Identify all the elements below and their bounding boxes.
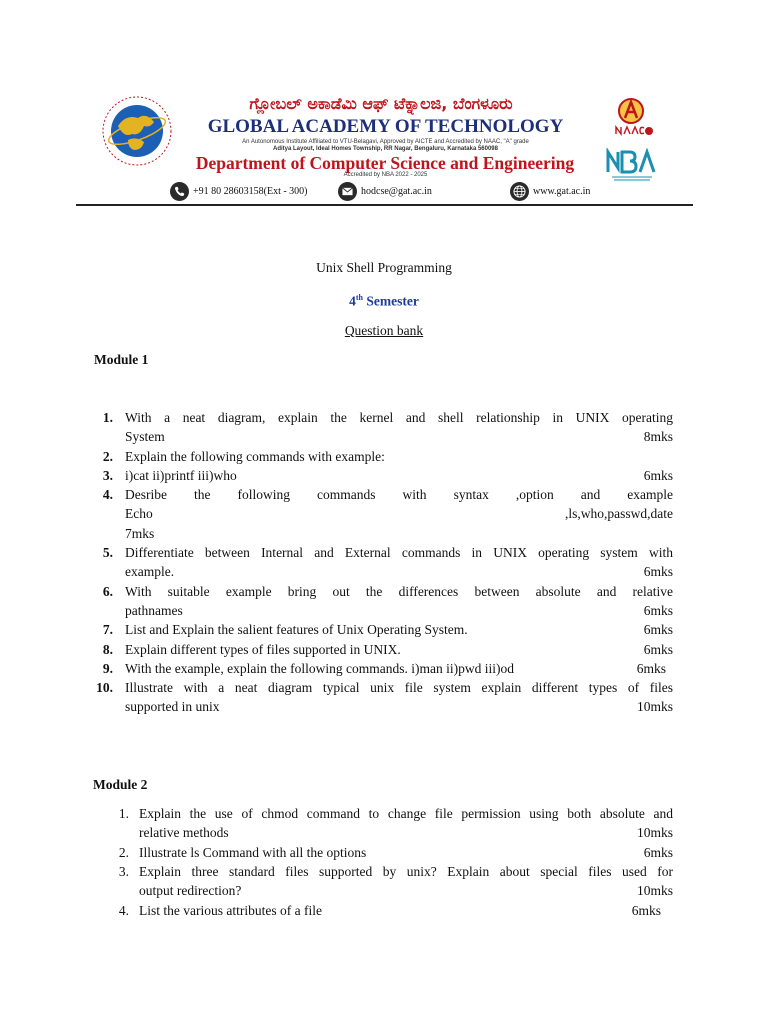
question-text-line: Differentiate between Internal and External commands in UNIX operating system with — [125, 545, 673, 561]
question-item — [94, 485, 673, 543]
module-1-heading: Module 1 — [94, 352, 149, 367]
question-item — [94, 466, 673, 485]
letterhead — [76, 86, 693, 208]
question-number: 8. — [102, 641, 113, 657]
question-item — [93, 901, 673, 920]
question-text-line: With suitable example bring out the differences between absolute and relative — [125, 583, 673, 599]
question-item — [94, 447, 673, 466]
question-item — [93, 843, 673, 862]
question-text-line: relative methods — [139, 825, 229, 841]
contact-phone — [170, 181, 308, 201]
question-number: 7. — [102, 622, 113, 638]
letterhead-divider — [76, 204, 693, 206]
question-text-line: supported in unix — [125, 699, 220, 715]
question-marks: 6mks — [643, 844, 673, 860]
course-title: Unix Shell Programming — [316, 260, 452, 275]
question-text-line: Explain the following commands with example: — [125, 448, 385, 464]
question-number: 4. — [118, 902, 129, 918]
question-text-line: System — [125, 429, 165, 445]
nba-logo — [604, 148, 660, 184]
semester-number: 4 — [349, 293, 356, 309]
address-line: Aditya Layout, Ideal Homes Township, RR Nagar, Bengaluru, Karnataka 560098 — [273, 146, 498, 152]
question-number: 5. — [102, 545, 113, 561]
question-number: 4. — [102, 487, 113, 503]
question-text-line: List and Explain the salient features of Unix Operating System. — [125, 622, 468, 638]
question-text-line: i)cat ii)printf iii)who — [125, 467, 237, 483]
question-number: 1. — [102, 410, 113, 425]
contact-website — [510, 181, 590, 201]
question-marks: 6mks — [631, 902, 661, 918]
module-2-heading: Module 2 — [93, 777, 148, 792]
question-number: 3. — [118, 863, 129, 879]
institution-logo — [98, 92, 176, 170]
question-item — [93, 862, 673, 901]
contact-email — [338, 181, 432, 201]
question-item — [94, 678, 673, 717]
question-number: 1. — [118, 806, 129, 821]
mail-icon — [338, 182, 357, 201]
question-text-line: With the example, explain the following commands. i)man ii)pwd iii)od — [125, 660, 514, 676]
question-bank-heading: Question bank — [344, 323, 424, 338]
question-text-line: output redirection? — [139, 883, 242, 899]
question-marks: 6mks — [643, 622, 673, 638]
website-url: www.gat.ac.in — [533, 185, 591, 197]
question-marks: 6mks — [643, 641, 673, 657]
question-marks: 6mks — [643, 467, 673, 483]
question-text-line: With a neat diagram, explain the kernel and shell relationship in UNIX operating — [125, 410, 673, 425]
globe-icon — [510, 182, 529, 201]
question-text-line: List the various attributes of a file — [139, 902, 322, 918]
question-marks: 10mks — [636, 825, 673, 841]
question-marks: 10mks — [636, 883, 673, 899]
question-text-line: 7mks — [125, 525, 155, 541]
question-item — [94, 659, 673, 678]
email-address: hodcse@gat.ac.in — [361, 185, 432, 197]
nba-accreditation-line: Accredited by NBA 2022 - 2025 — [343, 172, 428, 178]
question-number: 3. — [102, 467, 113, 483]
semester-heading — [0, 290, 768, 310]
question-item — [94, 408, 673, 447]
question-text-line: Explain the use of chmod command to change file permission using both absolute and — [139, 806, 673, 821]
question-marks: 10mks — [636, 699, 673, 715]
question-number: 10. — [96, 680, 113, 696]
question-text-line: example. — [125, 564, 175, 580]
question-item — [94, 640, 673, 659]
phone-icon — [170, 182, 189, 201]
phone-number: +91 80 28603158(Ext - 300) — [193, 185, 308, 197]
question-marks: 6mks — [636, 660, 666, 676]
question-text-line: pathnames — [125, 602, 183, 618]
semester-label: Semester — [363, 293, 419, 309]
question-item — [94, 620, 673, 639]
question-item — [93, 804, 673, 843]
affiliation-line: An Autonomous Institute Affiliated to VTU-Belagavi, Approved by AICTE and Accredited by NAAC, "A" grade — [242, 139, 529, 145]
question-item — [94, 582, 673, 621]
question-number: 6. — [102, 583, 113, 599]
semester-ordinal: th — [355, 293, 363, 302]
question-number: 9. — [102, 660, 113, 676]
institution-name-kannada: ಗ್ಲೋಬಲ್ ಅಕಾಡೆಮಿ ಆಫ್ ಟೆಕ್ನಾಲಜಿ, ಬೆಂಗಳೂರು — [249, 94, 513, 113]
question-number: 2. — [118, 844, 129, 860]
question-number: 2. — [102, 448, 113, 464]
question-text-line: Illustrate ls Command with all the options — [139, 844, 367, 860]
department-name: Department of Computer Science and Engineering — [195, 153, 575, 173]
question-text-line: Explain three standard files supported by unix? Explain about special files used for — [139, 863, 673, 879]
question-marks: 8mks — [643, 429, 673, 445]
question-text-line: Desribe the following commands with syntax ,option and example — [125, 487, 673, 503]
naac-a-grade-logo — [606, 96, 656, 140]
question-text-line: Illustrate with a neat diagram typical unix file system explain different types of files — [125, 680, 673, 696]
question-text-line: Explain different types of files supported in UNIX. — [125, 641, 401, 657]
question-text-line: Echo ,ls,who,passwd,date — [125, 506, 673, 522]
question-item — [94, 543, 673, 582]
question-marks: 6mks — [643, 602, 673, 618]
question-marks: 6mks — [643, 564, 673, 580]
institution-name: GLOBAL ACADEMY OF TECHNOLOGY — [207, 116, 564, 137]
